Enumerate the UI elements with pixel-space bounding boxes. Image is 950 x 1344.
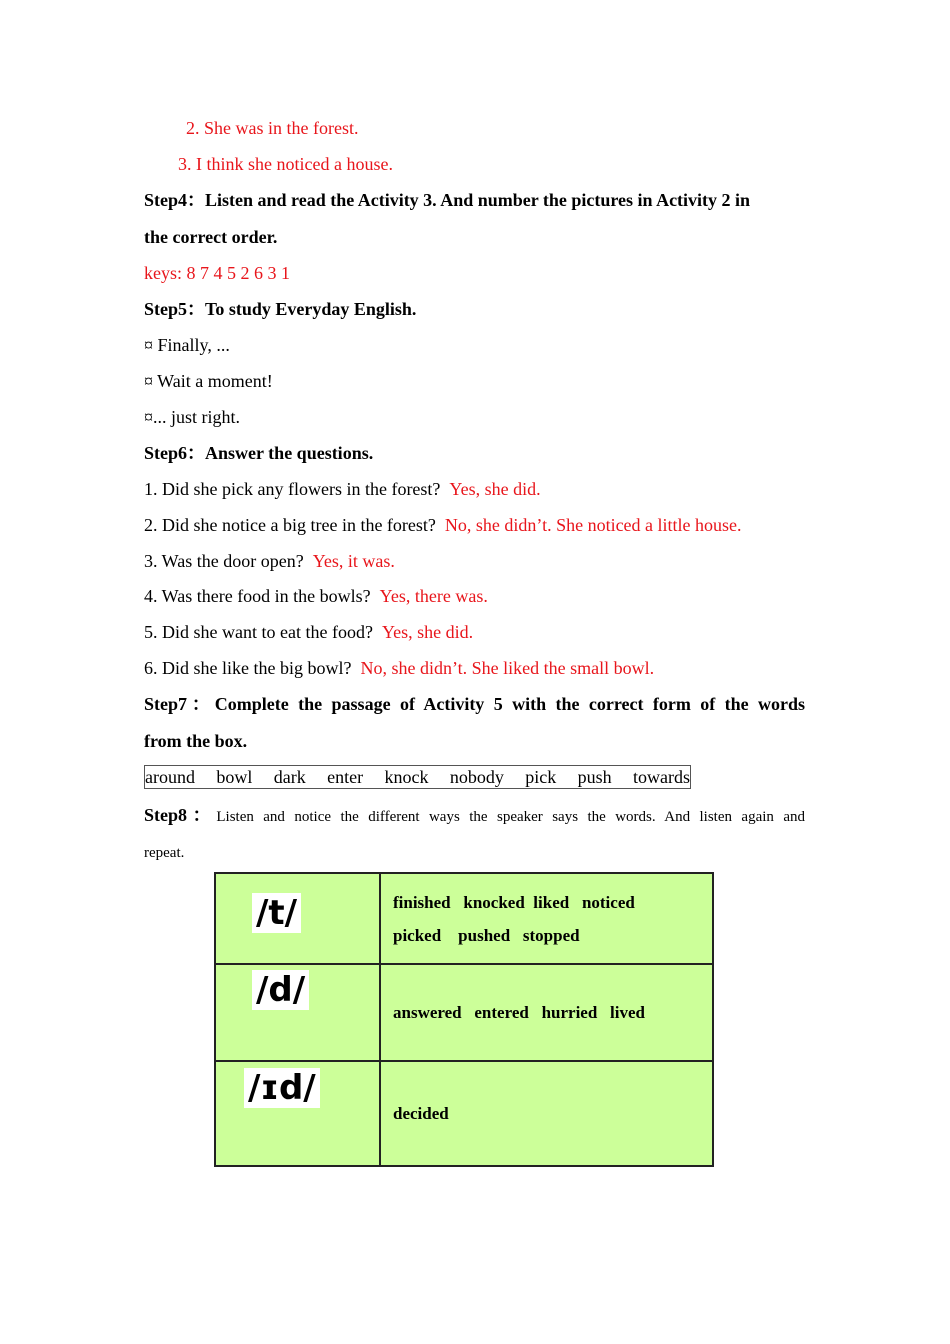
qa-item bbox=[144, 585, 488, 607]
step6-label: Step6： bbox=[144, 443, 206, 463]
qa-item bbox=[144, 550, 395, 572]
step7-label: Step7： bbox=[144, 694, 215, 714]
table-row bbox=[215, 964, 713, 1061]
question: 2. Did she notice a big tree in the forest? bbox=[144, 515, 436, 535]
question: 1. Did she pick any flowers in the forest? bbox=[144, 479, 441, 499]
answer-3: 3. I think she noticed a house. bbox=[178, 154, 393, 174]
answer: Yes, it was. bbox=[312, 551, 395, 571]
step5-item: ¤ Wait a moment! bbox=[144, 371, 273, 391]
step6-text: Answer the questions. bbox=[205, 443, 374, 463]
qa-item bbox=[144, 514, 742, 536]
step4-keys: keys: 8 7 4 5 2 6 3 1 bbox=[144, 263, 290, 283]
step7-text-line2: from the box. bbox=[144, 731, 248, 751]
word: pick bbox=[525, 767, 557, 787]
answer: No, she didn’t. She noticed a little house. bbox=[444, 515, 742, 535]
qa-item bbox=[144, 478, 541, 500]
phonetic-d: /d/ bbox=[252, 970, 309, 1010]
words-cell bbox=[380, 964, 713, 1061]
step4-text-line2: the correct order. bbox=[144, 227, 278, 247]
step7-text-line1: Complete the passage of Activity 5 with the correct form of the words bbox=[214, 694, 806, 714]
symbol-cell bbox=[215, 964, 380, 1061]
words-line: decided bbox=[393, 1103, 449, 1123]
word: around bbox=[145, 767, 195, 787]
answer: No, she didn’t. She liked the small bowl. bbox=[360, 658, 655, 678]
step4-text-line1: Listen and read the Activity 3. And number the pictures in Activity 2 in bbox=[205, 190, 751, 210]
step4-line1 bbox=[144, 189, 805, 211]
word: enter bbox=[327, 767, 364, 787]
word: push bbox=[577, 767, 612, 787]
question: 4. Was there food in the bowls? bbox=[144, 586, 371, 606]
word: towards bbox=[632, 767, 690, 787]
step8-text-line1: Listen and notice the different ways the speaker says the words. And listen again and bbox=[216, 809, 805, 825]
word-box bbox=[144, 765, 691, 789]
step4-label: Step4： bbox=[144, 190, 206, 210]
step5-heading bbox=[144, 298, 416, 320]
symbol-cell bbox=[215, 1061, 380, 1166]
table-row bbox=[215, 1061, 713, 1166]
step8-line1 bbox=[144, 804, 805, 828]
question: 6. Did she like the big bowl? bbox=[144, 658, 352, 678]
word: dark bbox=[273, 767, 306, 787]
question: 3. Was the door open? bbox=[144, 551, 304, 571]
phonics-table bbox=[214, 872, 714, 1167]
question: 5. Did she want to eat the food? bbox=[144, 622, 373, 642]
words-line: finished knocked liked noticed bbox=[393, 892, 635, 912]
step5-item: ¤... just right. bbox=[144, 407, 241, 427]
answer-2: 2. She was in the forest. bbox=[186, 118, 359, 138]
words-line: answered entered hurried lived bbox=[393, 1002, 645, 1022]
step7-line1 bbox=[144, 693, 805, 715]
step5-item: ¤ Finally, ... bbox=[144, 335, 230, 355]
answer: Yes, she did. bbox=[449, 479, 541, 499]
qa-item bbox=[144, 621, 473, 643]
answer: Yes, there was. bbox=[379, 586, 488, 606]
word: nobody bbox=[449, 767, 504, 787]
words-cell bbox=[380, 873, 713, 964]
step6-heading bbox=[144, 442, 373, 464]
words-cell bbox=[380, 1061, 713, 1166]
words-line: picked pushed stopped bbox=[393, 925, 580, 945]
word: bowl bbox=[216, 767, 253, 787]
answer: Yes, she did. bbox=[381, 622, 474, 642]
phonetic-id: /ɪd/ bbox=[244, 1068, 320, 1108]
step5-text: To study Everyday English. bbox=[205, 299, 417, 319]
step8-text-line2: repeat. bbox=[144, 845, 185, 861]
symbol-cell bbox=[215, 873, 380, 964]
step8-label: Step8： bbox=[144, 805, 217, 825]
phonetic-t: /t/ bbox=[252, 893, 301, 933]
table-row bbox=[215, 873, 713, 964]
qa-item bbox=[144, 657, 654, 679]
step5-label: Step5： bbox=[144, 299, 206, 319]
word: knock bbox=[384, 767, 429, 787]
